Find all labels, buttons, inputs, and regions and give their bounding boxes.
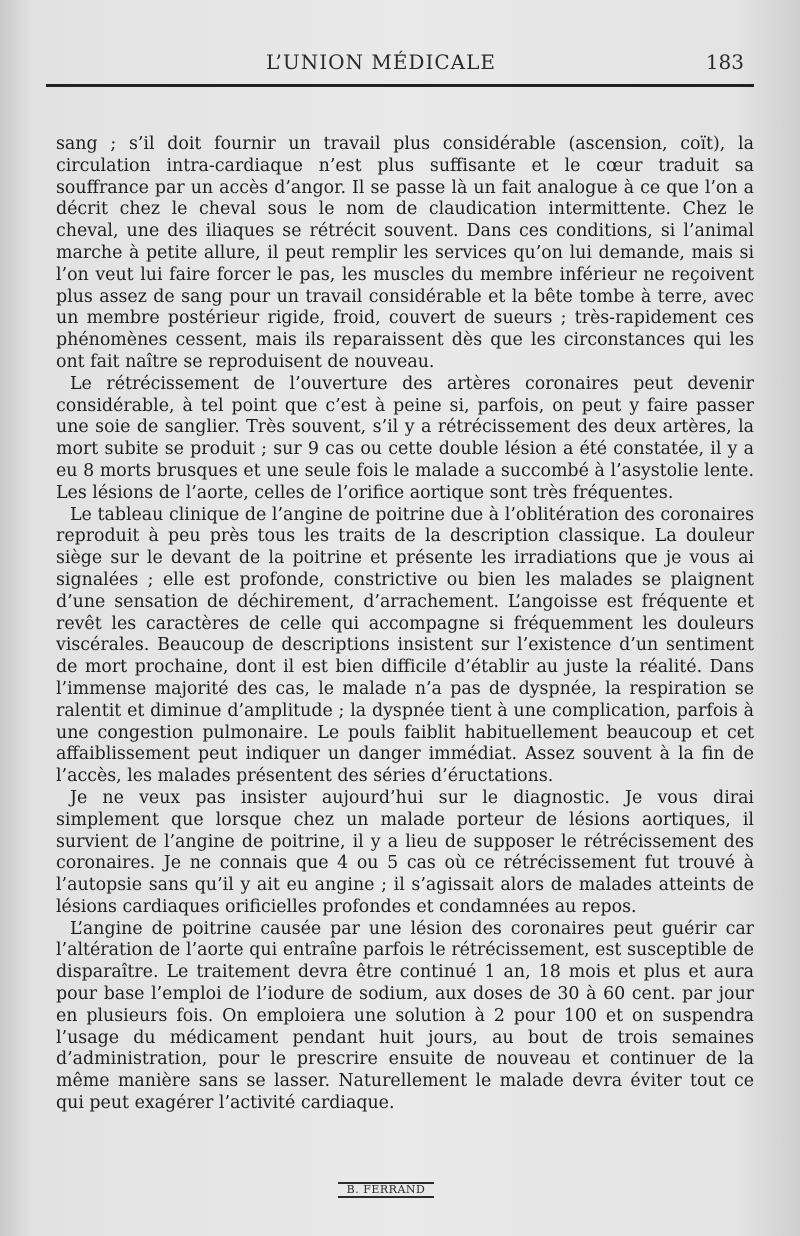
running-header bbox=[56, 46, 754, 86]
paragraph-3: Le tableau clinique de l’angine de poitrine due à l’oblitération des coronaires reproduit à peu près tous les traits de la description classique. La douleur siège sur le devant de la poitrine et présente les irradiations que je vous ai signalées ; elle est profonde, constrictive ou bien les malades se plaignent d’une sensation de déchirement, d’arrachement. L’angoisse est fréquente et revêt les caractères de celle qui accompagne si fréquemment les douleurs viscérales. Beaucoup de descriptions insistent sur l’existence d’un sentiment de mort prochaine, dont il est bien difficile d’établir au juste la réalité. Dans l’immense majorité des cas, le malade n’a pas de dyspnée, la respiration se ralentit et diminue d’amplitude ; la dyspnée tient à une complication, parfois à une congestion pulmonaire. Le pouls faiblit habituellement beaucoup et cet affaiblissement peut indiquer un danger immédiat. Assez souvent à la fin de l’accès, les malades présentent des séries d’éructations. bbox=[56, 504, 754, 787]
header-rule bbox=[46, 84, 754, 87]
paragraph-5: L’angine de poitrine causée par une lésion des coronaires peut guérir car l’altération de l’aorte qui entraîne parfois le rétrécissement, est susceptible de disparaître. Le traitement devra être continué 1 an, 18 mois et plus et aura pour base l’emploi de l’iodure de sodium, aux doses de 30 à 60 cent. par jour en plusieurs fois. On emploiera une solution à 2 pour 100 et on suspendra l’usage du médicament pendant huit jours, au bout de trois semaines d’administration, pour le prescrire ensuite de nouveau et continuer de la même manière sans se lasser. Naturellement le malade devra éviter tout ce qui peut exagérer l’activité cardiaque. bbox=[56, 918, 754, 1114]
paragraph-4: Je ne veux pas insister aujourd’hui sur le diagnostic. Je vous dirai simplement que lorsque chez un malade porteur de lésions aortiques, il survient de l’angine de poitrine, il y a lieu de supposer le rétrécissement des coronaires. Je ne connais que 4 ou 5 cas où ce rétrécissement fut trouvé à l’autopsie sans qu’il y ait eu angine ; il s’agissait alors de malades atteints de lésions cardiaques orificielles profondes et condamnées au repos. bbox=[56, 787, 754, 917]
journal-title: L’UNION MÉDICALE bbox=[266, 50, 496, 74]
paragraph-2: Le rétrécissement de l’ouverture des artères coronaires peut devenir considérable, à tel point que c’est à peine si, parfois, on peut y faire passer une soie de sanglier. Très souvent, s’il y a rétrécissement des deux artères, la mort subite se produit ; sur 9 cas ou cette double lésion a été constatée, il y a eu 8 morts brusques et une seule fois le malade a succombé à l’asystolie lente. Les lésions de l’aorte, celles de l’orifice aortique sont très fréquentes. bbox=[56, 373, 754, 503]
author-signature: B. FERRAND bbox=[338, 1182, 434, 1198]
page-number: 183 bbox=[705, 50, 744, 74]
article-body bbox=[56, 134, 754, 1115]
paragraph-1: sang ; s’il doit fournir un travail plus considérable (ascension, coït), la circulation intra-cardiaque n’est plus suffisante et le cœur traduit sa souffrance par un accès d’angor. Il se passe là un fait analogue à ce que l’on a décrit chez le cheval sous le nom de claudication intermittente. Chez le cheval, une des iliaques se rétrécit souvent. Dans ces conditions, si l’animal marche à petite allure, il peut remplir les services qu’on lui demande, mais si l’on veut lui faire forcer le pas, les muscles du membre inférieur ne reçoivent plus assez de sang pour un travail considérable et la bête tombe à terre, avec un membre postérieur rigide, froid, couvert de sueurs ; très-rapidement ces phénomènes cessent, mais ils reparaissent dès que les circonstances qui les ont fait naître se reproduisent de nouveau. bbox=[56, 134, 754, 372]
